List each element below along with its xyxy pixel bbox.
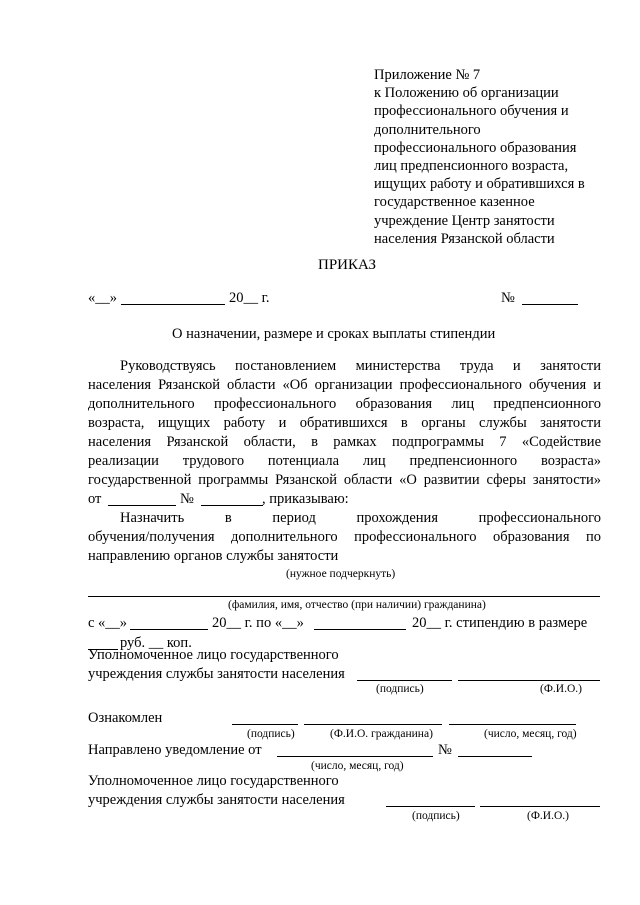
appendix-line: ищущих работу и обратившихся в xyxy=(374,176,585,193)
assign-line: направлению органов службы занятости xyxy=(88,548,339,564)
assign-line: обучения/получения дополнительного профессионального образования по xyxy=(88,529,601,545)
basis-from-label: от xyxy=(88,491,102,507)
acquainted-signature-caption: (подпись) xyxy=(247,728,295,740)
period-from-blank xyxy=(130,629,208,630)
notice-number-label: № xyxy=(438,742,452,758)
underline-hint: (нужное подчеркнуть) xyxy=(286,568,396,580)
date-month-blank xyxy=(121,304,225,305)
order-phrase: , приказываю: xyxy=(262,491,349,507)
document-title: ПРИКАЗ xyxy=(318,257,376,273)
signature-caption: (подпись) xyxy=(376,683,424,695)
appendix-line: дополнительного xyxy=(374,121,481,138)
period-to: 20__ г. по «__» xyxy=(212,615,304,631)
notice-date-caption: (число, месяц, год) xyxy=(311,760,404,772)
fio-caption-2: (Ф.И.О.) xyxy=(527,810,569,822)
authorized-person-label-2: Уполномоченное лицо государственного xyxy=(88,773,339,789)
signature-blank xyxy=(357,680,452,681)
date-year: 20__ г. xyxy=(229,290,270,306)
fio-blank xyxy=(458,680,600,681)
period-from: с «__» xyxy=(88,615,128,631)
citizen-name-blank xyxy=(88,596,600,597)
acquainted-fio-caption: (Ф.И.О. гражданина) xyxy=(330,728,433,740)
period-to-blank xyxy=(314,629,406,630)
notice-date-blank xyxy=(277,756,433,757)
authorized-institution-label: учреждения службы занятости населения xyxy=(88,666,345,682)
body-line: дополнительного профессионального образования лиц предпенсионного xyxy=(88,396,601,412)
rub-kop-label: руб. __ коп. xyxy=(120,635,192,651)
body-line: Руководствуясь постановлением министерства труда и занятости xyxy=(120,358,601,374)
date-day: «__» xyxy=(88,290,117,306)
acquainted-label: Ознакомлен xyxy=(88,710,163,726)
fio-blank-2 xyxy=(480,806,600,807)
appendix-line: государственное казенное xyxy=(374,194,535,211)
appendix-line: населения Рязанской области xyxy=(374,230,555,247)
appendix-line: профессионального образования xyxy=(374,139,577,156)
basis-date-blank xyxy=(108,505,176,506)
assign-line: Назначить в период прохождения профессионального xyxy=(120,510,601,526)
body-line: государственной программы Рязанской области «О развитии сферы занятости» xyxy=(88,472,601,488)
basis-number-blank xyxy=(201,505,263,506)
acquainted-fio-blank xyxy=(304,724,442,725)
authorized-institution-label-2: учреждения службы занятости населения xyxy=(88,792,345,808)
order-number-label: № xyxy=(501,290,515,306)
basis-number-label: № xyxy=(180,491,194,507)
notice-label: Направлено уведомление от xyxy=(88,742,262,758)
acquainted-date-blank xyxy=(449,724,576,725)
acquainted-signature-blank xyxy=(232,724,298,725)
acquainted-date-caption: (число, месяц, год) xyxy=(484,728,577,740)
authorized-person-label: Уполномоченное лицо государственного xyxy=(88,647,339,663)
signature-blank-2 xyxy=(386,806,475,807)
stipend-amount-label: 20__ г. стипендию в размере xyxy=(412,615,588,631)
body-line: населения Рязанской области «Об организации профессионального обучения и xyxy=(88,377,601,393)
appendix-line: профессионального обучения и xyxy=(374,103,569,120)
signature-caption-2: (подпись) xyxy=(412,810,460,822)
order-number-blank xyxy=(522,304,578,305)
appendix-line: к Положению об организации xyxy=(374,85,559,102)
appendix-line: лиц предпенсионного возраста, xyxy=(374,158,569,175)
body-line: реализации трудового потенциала лиц предпенсионного возраста» xyxy=(88,453,601,469)
citizen-name-caption: (фамилия, имя, отчество (при наличии) гражданина) xyxy=(228,599,486,611)
body-line: населения Рязанской области, в рамках подпрограммы 7 «Содействие xyxy=(88,434,601,450)
appendix-line: Приложение № 7 xyxy=(374,67,481,83)
order-subject: О назначении, размере и сроках выплаты стипендии xyxy=(172,326,496,342)
body-line: возраста, ищущих работу и обратившихся в органы службы занятости xyxy=(88,415,601,431)
notice-number-blank xyxy=(458,756,532,757)
appendix-line: учреждение Центр занятости xyxy=(374,212,555,229)
fio-caption: (Ф.И.О.) xyxy=(540,683,582,695)
appendix-header xyxy=(374,66,624,248)
